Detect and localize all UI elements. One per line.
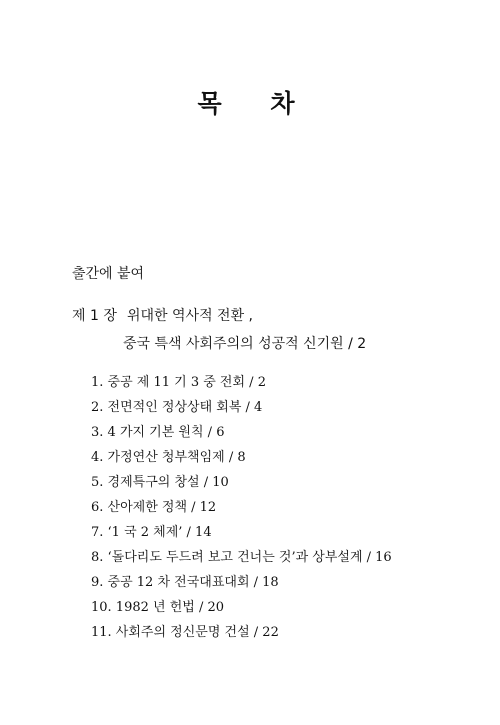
section-item: 1. 중공 제 11 기 3 중 전회 / 2 [91, 375, 266, 390]
section-item: 6. 산아제한 정책 / 12 [91, 500, 217, 515]
page-title: 목 차 [197, 89, 315, 118]
section-item: 3. 4 가지 기본 원칙 / 6 [91, 425, 225, 440]
chapter-title-line1: 위대한 역사적 전환 , [127, 308, 253, 324]
section-item: 7. ‘1 국 2 체제’ / 14 [91, 525, 212, 540]
section-item: 2. 전면적인 정상상태 회복 / 4 [91, 400, 263, 415]
section-item: 9. 중공 12 차 전국대표대회 / 18 [91, 575, 279, 590]
preface-entry: 출간에 붙여 [72, 266, 145, 282]
section-item: 5. 경제특구의 창설 / 10 [91, 475, 229, 490]
section-item: 10. 1982 년 헌법 / 20 [91, 600, 225, 615]
section-item: 8. ‘돌다리도 두드려 보고 건너는 것’과 상부설계 / 16 [91, 550, 392, 565]
chapter-title-line2: 중국 특색 사회주의의 성공적 신기원 / 2 [123, 336, 367, 352]
section-item: 4. 가정연산 청부책임제 / 8 [91, 450, 246, 465]
section-item: 11. 사회주의 정신문명 건설 / 22 [91, 625, 279, 640]
chapter-number: 제 1 장 [72, 308, 117, 324]
section-list [91, 370, 392, 645]
